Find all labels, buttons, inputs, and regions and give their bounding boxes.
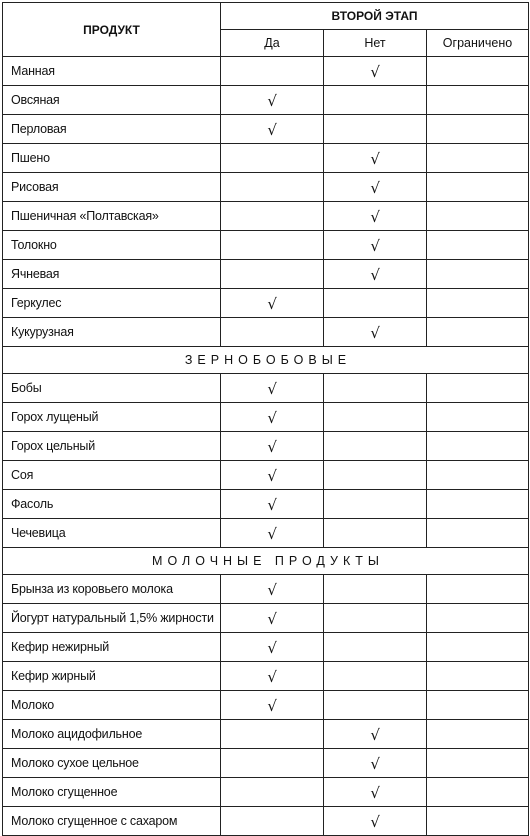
product-name-cell: Кукурузная [3,318,221,347]
cell-yes [221,633,324,662]
table-row [3,691,529,720]
check-mark-icon: √ [267,524,277,543]
table-row [3,633,529,662]
cell-no [324,115,427,144]
cell-no [324,374,427,403]
table-row [3,115,529,144]
check-mark-icon: √ [267,120,277,139]
cell-yes [221,432,324,461]
cell-limited [427,604,529,633]
check-mark-icon: √ [267,696,277,715]
cell-limited [427,318,529,347]
product-name-cell: Геркулес [3,289,221,318]
cell-yes [221,173,324,202]
product-name-cell: Пшено [3,144,221,173]
table-row [3,289,529,318]
column-header-no: Нет [324,30,427,57]
cell-yes [221,260,324,289]
product-name-cell: Перловая [3,115,221,144]
cell-yes [221,403,324,432]
cell-no [324,575,427,604]
check-mark-icon: √ [370,178,380,197]
column-header-yes: Да [221,30,324,57]
check-mark-icon: √ [267,408,277,427]
section-row [3,548,529,575]
table-row [3,57,529,86]
cell-limited [427,374,529,403]
check-mark-icon: √ [267,294,277,313]
cell-limited [427,749,529,778]
product-name-cell: Молоко ацидофильное [3,720,221,749]
cell-limited [427,289,529,318]
cell-yes [221,490,324,519]
cell-yes [221,144,324,173]
cell-limited [427,519,529,548]
cell-yes [221,115,324,144]
cell-no [324,289,427,318]
check-mark-icon: √ [370,62,380,81]
check-mark-icon: √ [267,495,277,514]
product-name-cell: Пшеничная «Полтавская» [3,202,221,231]
cell-yes [221,519,324,548]
column-header-limited: Ограничено [427,30,529,57]
check-mark-icon: √ [267,638,277,657]
cell-no [324,778,427,807]
cell-no [324,202,427,231]
table-row [3,461,529,490]
cell-no [324,231,427,260]
table-body [3,57,529,836]
cell-yes [221,202,324,231]
cell-yes [221,289,324,318]
cell-yes [221,604,324,633]
table-row [3,202,529,231]
cell-no [324,604,427,633]
product-name-cell: Чечевица [3,519,221,548]
table-row [3,173,529,202]
cell-limited [427,432,529,461]
section-row [3,347,529,374]
cell-yes [221,575,324,604]
cell-yes [221,749,324,778]
table-row [3,374,529,403]
check-mark-icon: √ [370,323,380,342]
cell-no [324,807,427,836]
product-name-cell: Манная [3,57,221,86]
check-mark-icon: √ [267,580,277,599]
product-name-cell: Кефир жирный [3,662,221,691]
product-table-container [2,2,528,836]
product-name-cell: Рисовая [3,173,221,202]
cell-yes [221,807,324,836]
cell-limited [427,202,529,231]
check-mark-icon: √ [370,207,380,226]
cell-yes [221,374,324,403]
table-row [3,86,529,115]
cell-no [324,260,427,289]
cell-yes [221,662,324,691]
product-name-cell: Брынза из коровьего молока [3,575,221,604]
cell-yes [221,778,324,807]
check-mark-icon: √ [370,812,380,831]
cell-yes [221,461,324,490]
cell-limited [427,403,529,432]
check-mark-icon: √ [267,609,277,628]
cell-limited [427,633,529,662]
table-row [3,519,529,548]
check-mark-icon: √ [267,466,277,485]
cell-no [324,461,427,490]
table-row [3,807,529,836]
cell-limited [427,115,529,144]
check-mark-icon: √ [267,437,277,456]
check-mark-icon: √ [267,379,277,398]
product-name-cell: Молоко сгущенное [3,778,221,807]
cell-no [324,86,427,115]
table-row [3,490,529,519]
table-row [3,749,529,778]
cell-no [324,662,427,691]
cell-no [324,633,427,662]
cell-no [324,173,427,202]
check-mark-icon: √ [370,265,380,284]
cell-limited [427,461,529,490]
cell-limited [427,260,529,289]
check-mark-icon: √ [370,236,380,255]
cell-yes [221,86,324,115]
table-row [3,231,529,260]
product-name-cell: Толокно [3,231,221,260]
product-name-cell: Горох лущеный [3,403,221,432]
product-name-cell: Овсяная [3,86,221,115]
cell-no [324,57,427,86]
table-row [3,260,529,289]
cell-yes [221,57,324,86]
cell-limited [427,86,529,115]
product-name-cell: Горох цельный [3,432,221,461]
product-name-cell: Соя [3,461,221,490]
cell-limited [427,691,529,720]
check-mark-icon: √ [370,149,380,168]
check-mark-icon: √ [370,754,380,773]
cell-limited [427,720,529,749]
table-header [3,3,529,57]
cell-no [324,749,427,778]
table-row [3,432,529,461]
check-mark-icon: √ [267,91,277,110]
product-name-cell: Ячневая [3,260,221,289]
cell-limited [427,575,529,604]
table-row [3,778,529,807]
cell-no [324,490,427,519]
product-name-cell: Йогурт натуральный 1,5% жирности [3,604,221,633]
table-row [3,720,529,749]
cell-yes [221,318,324,347]
check-mark-icon: √ [267,667,277,686]
section-title: ЗЕРНОБОБОВЫЕ [3,347,529,374]
column-header-product: ПРОДУКТ [3,3,221,57]
cell-yes [221,720,324,749]
product-stage-table [2,2,529,836]
cell-no [324,144,427,173]
product-name-cell: Молоко сухое цельное [3,749,221,778]
table-row [3,662,529,691]
product-name-cell: Кефир нежирный [3,633,221,662]
product-name-cell: Молоко сгущенное с сахаром [3,807,221,836]
cell-limited [427,231,529,260]
cell-no [324,720,427,749]
section-title: МОЛОЧНЫЕ ПРОДУКТЫ [3,548,529,575]
product-name-cell: Фасоль [3,490,221,519]
product-name-cell: Молоко [3,691,221,720]
cell-limited [427,807,529,836]
table-row [3,575,529,604]
cell-limited [427,144,529,173]
cell-no [324,318,427,347]
table-row [3,604,529,633]
column-header-stage: ВТОРОЙ ЭТАП [221,3,529,30]
cell-no [324,519,427,548]
cell-yes [221,231,324,260]
cell-no [324,691,427,720]
table-row [3,144,529,173]
check-mark-icon: √ [370,725,380,744]
cell-no [324,432,427,461]
cell-limited [427,662,529,691]
cell-limited [427,490,529,519]
cell-limited [427,57,529,86]
table-row [3,403,529,432]
cell-yes [221,691,324,720]
cell-no [324,403,427,432]
table-row [3,318,529,347]
cell-limited [427,173,529,202]
product-name-cell: Бобы [3,374,221,403]
check-mark-icon: √ [370,783,380,802]
cell-limited [427,778,529,807]
